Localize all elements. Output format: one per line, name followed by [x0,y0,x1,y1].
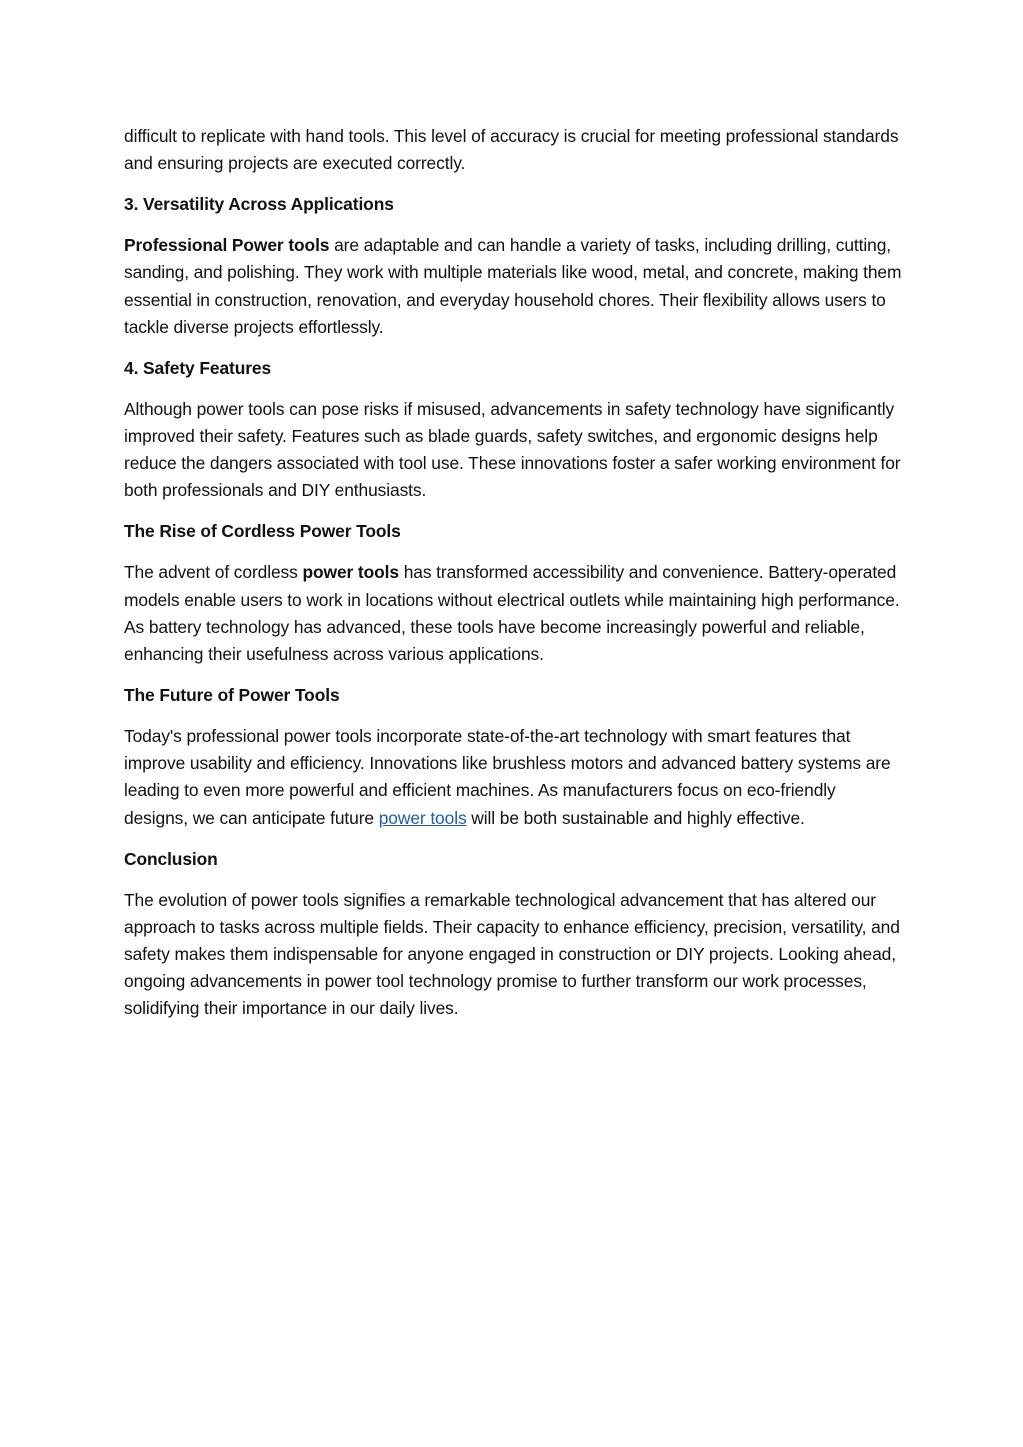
cordless-bold: power tools [302,562,399,583]
cordless-text-after: has transformed accessibility and convenience. Battery-operated models enable users to work in locations without electrical outlets while maintaining high performance. As battery technology has advanced, these tools have become increasingly powerful and reliable, enhancing their usefulness across various applications. [124,562,900,665]
conclusion-heading: Conclusion [124,848,218,869]
cordless-heading: The Rise of Cordless Power Tools [124,521,401,542]
future-heading: The Future of Power Tools [124,685,340,706]
versatility-paragraph [124,232,904,341]
versatility-text: are adaptable and can handle a variety of tasks, including drilling, cutting, sanding, and polishing. They work with multiple materials like wood, metal, and concrete, making them essential in construction, renovation, and everyday household chores. Their flexibility allows users to tackle diverse projects effortlessly. [124,235,902,337]
cordless-text-before: The advent of cordless [124,562,303,583]
intro-paragraph [124,123,904,177]
intro-text: difficult to replicate with hand tools. This level of accuracy is crucial for meeting professional standards and ensuring projects are executed correctly. [124,126,899,174]
future-paragraph [124,723,904,832]
safety-heading: 4. Safety Features [124,357,272,378]
safety-text: Although power tools can pose risks if misused, advancements in safety technology have significantly improved their safety. Features such as blade guards, safety switches, and ergonomic designs help reduce the dangers associated with tool use. These innovations foster a safer working environment for both professionals and DIY enthusiasts. [124,398,901,501]
cordless-paragraph [124,559,904,668]
conclusion-text: The evolution of power tools signifies a remarkable technological advancement that has altered our approach to tasks across multiple fields. Their capacity to enhance efficiency, precision, versatility, and safety makes them indispensable for anyone engaged in construction or DIY projects. Looking ahead, ongoing advancements in power tool technology promise to further transform our work processes, solidifying their importance in our daily lives. [124,889,900,1019]
versatility-heading: 3. Versatility Across Applications [124,194,394,215]
conclusion-paragraph [124,887,904,1023]
future-text-after: will be both sustainable and highly effective. [466,807,805,828]
power-tools-link[interactable]: power tools [378,807,467,828]
safety-paragraph [124,396,904,505]
future-text-before: Today's professional power tools incorporate state-of-the-art technology with smart features that improve usability and efficiency. Innovations like brushless motors and advanced battery systems are leading to even more powerful and efficient machines. As manufacturers focus on eco-friendly designs, we can anticipate future [124,726,891,828]
document-page [124,123,904,1036]
versatility-lead-bold: Professional Power tools [124,235,330,256]
